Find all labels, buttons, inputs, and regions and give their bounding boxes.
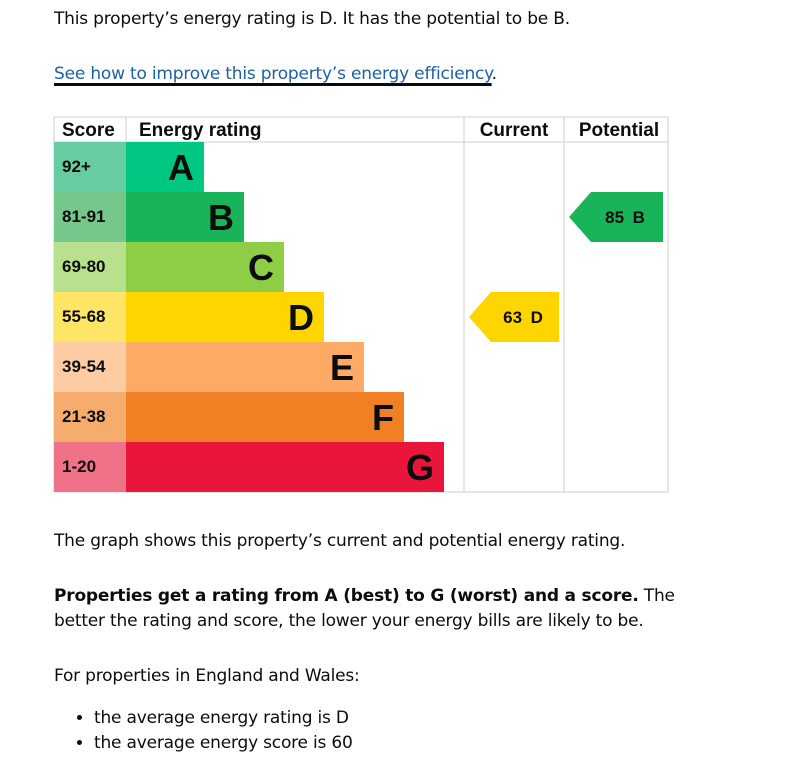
rating-explanation-rest: The better the rating and score, the lower your energy bills are likely to be. [54,586,675,631]
current-rating-label: 63 D [503,308,543,327]
band-letter-b: B [208,197,234,238]
header-score: Score [62,120,115,141]
band-letter-f: F [372,397,394,438]
rating-bands [54,142,444,492]
band-bar-e [126,342,364,392]
improve-link-text: See how to improve this property’s energy efficiency [54,64,492,84]
score-label-d: 55-68 [62,307,106,326]
header-current: Current [479,120,549,141]
average-rating-item: • the average energy rating is D [94,706,353,731]
band-letter-c: C [248,247,274,288]
score-label-e: 39-54 [62,357,106,376]
rating-explanation-bold: Properties get a rating from A (best) to G (worst) and a score. [54,586,639,606]
band-letter-a: A [168,147,194,188]
averages-list [54,706,353,756]
header-potential: Potential [578,120,660,141]
score-label-c: 69-80 [62,257,106,276]
graph-note: The graph shows this property’s current and potential energy rating. [54,531,626,551]
intro-text: This property’s energy rating is D. It has the potential to be B. [54,9,570,29]
band-bar-f [126,392,404,442]
score-label-b: 81-91 [62,207,106,226]
header-energy-rating: Energy rating [139,120,262,141]
score-label-a: 92+ [62,157,91,176]
improve-link-suffix: . [491,64,497,84]
band-letter-e: E [329,347,354,388]
score-label-g: 1-20 [62,457,97,476]
score-label-f: 21-38 [62,407,106,426]
potential-rating-label: 85 B [605,208,645,227]
band-bar-g [126,442,444,492]
england-wales-text: For properties in England and Wales: [54,666,360,686]
band-letter-d: D [288,297,314,338]
average-score-item: • the average energy score is 60 [94,731,353,756]
rating-explanation [54,584,694,634]
rating-indicators [469,192,663,342]
band-letter-g: G [405,447,434,488]
